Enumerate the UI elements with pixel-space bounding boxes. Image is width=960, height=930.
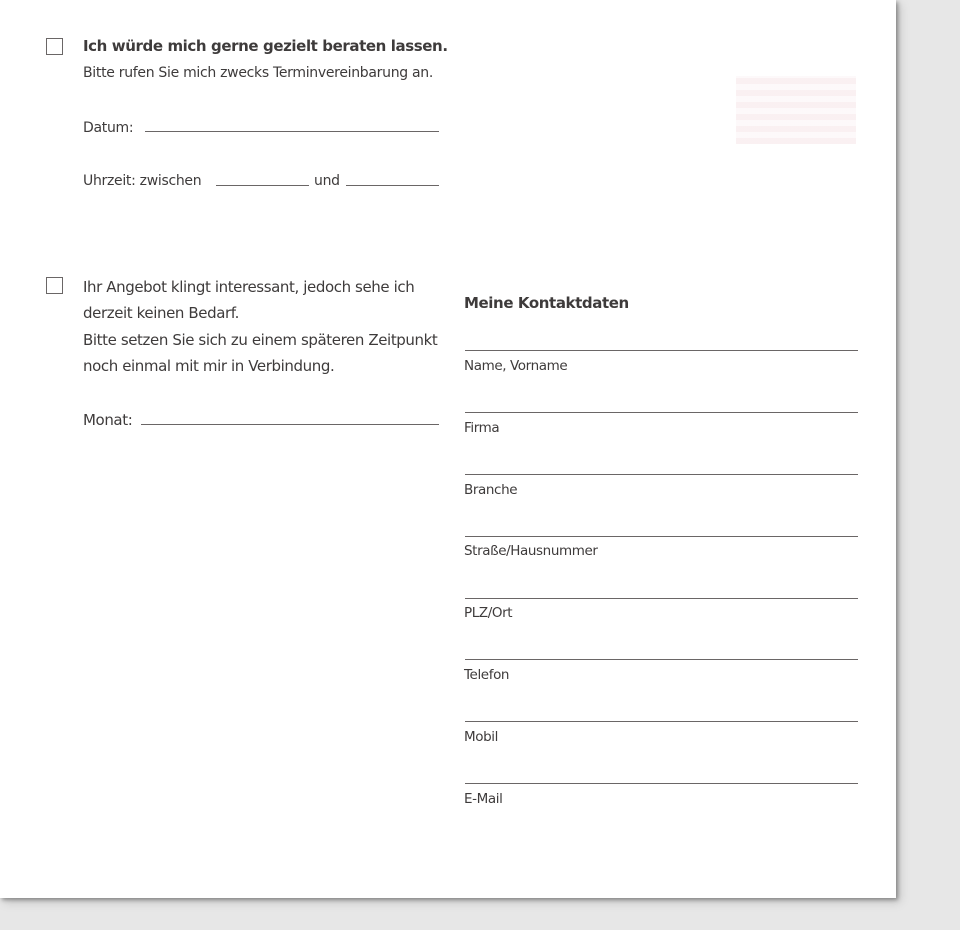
later-contact-line-2: derzeit keinen Bedarf. xyxy=(83,304,239,322)
consultation-checkbox[interactable] xyxy=(46,38,63,55)
name-label: Name, Vorname xyxy=(464,358,568,374)
phone-input-line[interactable] xyxy=(465,659,858,660)
month-input-line[interactable] xyxy=(141,424,439,425)
company-input-line[interactable] xyxy=(465,412,858,413)
time-from-input-line[interactable] xyxy=(216,185,309,186)
time-and-label: und xyxy=(314,173,340,189)
mobile-label: Mobil xyxy=(464,729,498,745)
email-label: E-Mail xyxy=(464,791,503,807)
date-label: Datum: xyxy=(83,120,134,136)
zip-city-input-line[interactable] xyxy=(465,598,858,599)
consultation-heading: Ich würde mich gerne gezielt beraten lassen. xyxy=(83,37,448,55)
time-label: Uhrzeit: zwischen xyxy=(83,173,202,189)
contact-heading: Meine Kontaktdaten xyxy=(464,294,629,312)
name-input-line[interactable] xyxy=(465,350,858,351)
phone-label: Telefon xyxy=(464,667,510,683)
email-input-line[interactable] xyxy=(465,783,858,784)
street-input-line[interactable] xyxy=(465,536,858,537)
industry-label: Branche xyxy=(464,482,518,498)
date-input-line[interactable] xyxy=(145,131,439,132)
later-contact-line-3: Bitte setzen Sie sich zu einem späteren Zeitpunkt xyxy=(83,331,438,349)
later-contact-checkbox[interactable] xyxy=(46,277,63,294)
consultation-subtext: Bitte rufen Sie mich zwecks Terminvereinbarung an. xyxy=(83,65,434,81)
zip-city-label: PLZ/Ort xyxy=(464,605,513,621)
time-to-input-line[interactable] xyxy=(346,185,439,186)
industry-input-line[interactable] xyxy=(465,474,858,475)
show-through-logo xyxy=(736,76,856,144)
mobile-input-line[interactable] xyxy=(465,721,858,722)
company-label: Firma xyxy=(464,420,500,436)
later-contact-line-1: Ihr Angebot klingt interessant, jedoch sehe ich xyxy=(83,278,415,296)
month-label: Monat: xyxy=(83,411,133,429)
street-label: Straße/Hausnummer xyxy=(464,543,598,559)
later-contact-line-4: noch einmal mit mir in Verbindung. xyxy=(83,357,335,375)
